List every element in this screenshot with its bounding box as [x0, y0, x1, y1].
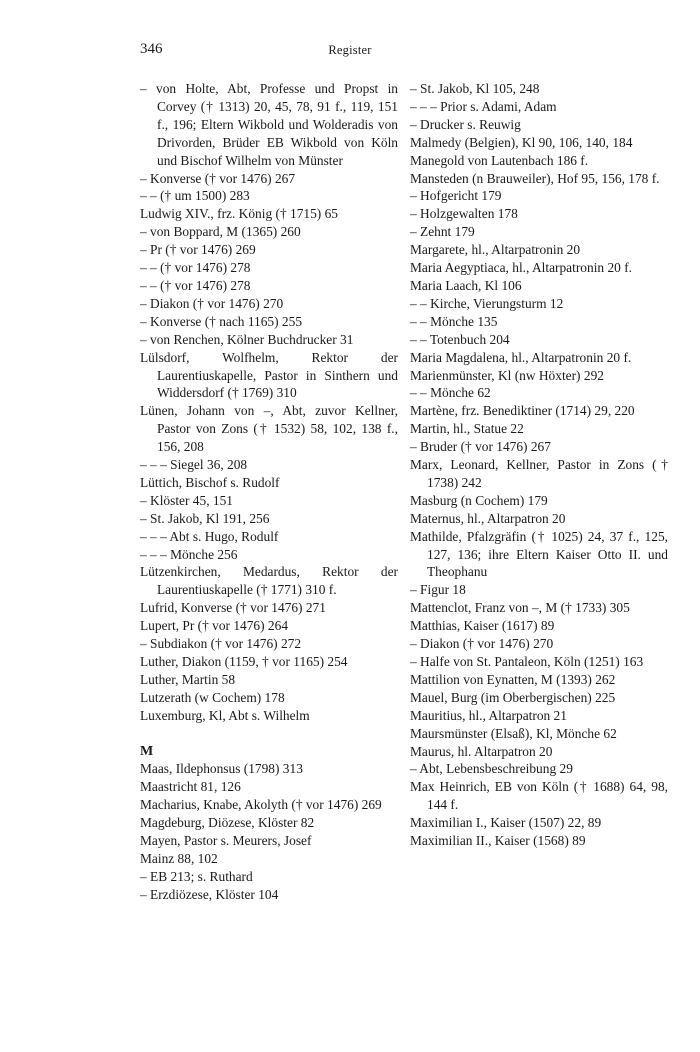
index-entry: – Holzgewalten 178	[410, 206, 518, 222]
index-entry: Martène, frz. Benediktiner (1714) 29, 220	[410, 403, 635, 419]
index-entry: Lünen, Johann von –, Abt, zuvor Kellner, Pastor von Zons († 1532) 58, 102, 138 f., 156, 208	[140, 403, 398, 455]
index-entry: Luther, Diakon (1159, † vor 1165) 254	[140, 654, 348, 669]
index-entry: Luxemburg, Kl, Abt s. Wilhelm	[140, 707, 310, 723]
index-entry: Lupert, Pr († vor 1476) 264	[140, 618, 289, 634]
index-entry: Maximilian I., Kaiser (1507) 22, 89	[410, 815, 602, 831]
index-entry: – Konverse († nach 1165) 255	[140, 313, 303, 329]
index-entry: – – Mönche 62	[410, 385, 491, 401]
left-entries-m	[140, 760, 398, 903]
index-entry: – St. Jakob, Kl 105, 248	[410, 81, 540, 96]
index-entry: Luther, Martin 58	[140, 671, 236, 687]
index-entry: – – – Siegel 36, 208	[140, 457, 248, 473]
page-number: 346	[140, 41, 163, 57]
index-entry: Mattilion von Eynatten, M (1393) 262	[410, 671, 616, 687]
index-entry: Mainz 88, 102	[140, 850, 218, 866]
index-entry: Mattenclot, Franz von –, M († 1733) 305	[410, 600, 630, 616]
page-header	[0, 41, 700, 65]
index-entry: – Figur 18	[410, 582, 466, 598]
right-column	[410, 80, 668, 850]
index-entry: Lützenkirchen, Medardus, Rektor der Laurentiuskapelle († 1771) 310 f.	[140, 564, 398, 598]
index-entry: – Subdiakon († vor 1476) 272	[140, 636, 302, 652]
index-entry: Matthias, Kaiser (1617) 89	[410, 618, 555, 634]
index-entry: Marx, Leonard, Kellner, Pastor in Zons († 1738) 242	[410, 457, 668, 490]
index-entry: – von Boppard, M (1365) 260	[140, 224, 301, 240]
index-entry: Margarete, hl., Altarpatronin 20	[410, 242, 581, 258]
index-entry: Malmedy (Belgien), Kl 90, 106, 140, 184	[410, 134, 633, 150]
index-entry: – – Mönche 135	[410, 313, 498, 329]
index-entry: – St. Jakob, Kl 191, 256	[140, 510, 270, 526]
section-letter: M	[140, 743, 154, 759]
index-entry: – – – Mönche 256	[140, 546, 238, 562]
running-head: Register	[328, 43, 372, 57]
index-entry: – – († vor 1476) 278	[140, 277, 251, 293]
index-entry: Maria Aegyptiaca, hl., Altarpatronin 20 f.	[410, 260, 632, 276]
index-entry: – – Kirche, Vierungsturm 12	[410, 295, 564, 311]
index-entry: – – († vor 1476) 278	[140, 260, 251, 276]
index-entry: – von Renchen, Kölner Buchdrucker 31	[140, 331, 354, 347]
index-entry: Marienmünster, Kl (nw Höxter) 292	[410, 367, 604, 383]
index-entry: Mauritius, hl., Altarpatron 21	[410, 707, 567, 723]
index-entry: – Abt, Lebensbeschreibung 29	[410, 761, 573, 777]
left-column	[140, 80, 398, 904]
index-entry: Manegold von Lautenbach 186 f.	[410, 152, 589, 168]
index-entry: – Zehnt 179	[410, 224, 475, 240]
index-entry: Lutzerath (w Cochem) 178	[140, 689, 285, 705]
index-entry: Max Heinrich, EB von Köln († 1688) 64, 98, 144 f.	[410, 779, 668, 813]
index-entry: Maas, Ildephonsus (1798) 313	[140, 761, 303, 777]
index-entry: – EB 213; s. Ruthard	[140, 868, 253, 884]
index-entry: – Konverse († vor 1476) 267	[140, 170, 296, 186]
index-entry: – – Totenbuch 204	[410, 331, 510, 347]
index-entry: Maastricht 81, 126	[140, 779, 241, 795]
index-entry: Mayen, Pastor s. Meurers, Josef	[140, 833, 312, 849]
index-entry: – – – Prior s. Adami, Adam	[410, 98, 557, 114]
index-entry: Lülsdorf, Wolfhelm, Rektor der Laurentiuskapelle, Pastor in Sinthern und Widdersdorf († 1769) 310	[140, 349, 398, 401]
index-entry: Ludwig XIV., frz. König († 1715) 65	[140, 206, 338, 222]
index-entry: Lüttich, Bischof s. Rudolf	[140, 474, 280, 490]
index-entry: Magdeburg, Diözese, Klöster 82	[140, 815, 315, 831]
index-entry: – – († um 1500) 283	[140, 188, 250, 204]
right-entries	[410, 80, 668, 850]
index-entry: Mauel, Burg (im Oberbergischen) 225	[410, 689, 616, 705]
index-entry: – Hofgericht 179	[410, 188, 502, 204]
index-entry: – Pr († vor 1476) 269	[140, 242, 256, 258]
index-entry: – Diakon († vor 1476) 270	[140, 295, 284, 311]
index-entry: Masburg (n Cochem) 179	[410, 492, 548, 508]
index-entry: – Diakon († vor 1476) 270	[410, 636, 554, 652]
index-entry: Maternus, hl., Altarpatron 20	[410, 510, 566, 526]
index-entry: Maria Laach, Kl 106	[410, 277, 522, 293]
index-entry: Martin, hl., Statue 22	[410, 421, 524, 437]
index-entry: – Drucker s. Reuwig	[410, 116, 521, 132]
index-entry: – Bruder († vor 1476) 267	[410, 439, 551, 455]
index-entry: Maria Magdalena, hl., Altarpatronin 20 f.	[410, 349, 632, 365]
index-entry: Maximilian II., Kaiser (1568) 89	[410, 833, 586, 849]
left-entries	[140, 80, 398, 725]
index-entry: Macharius, Knabe, Akolyth († vor 1476) 269	[140, 797, 382, 813]
index-entry: – Halfe von St. Pantaleon, Köln (1251) 163	[410, 654, 644, 669]
index-entry: Mathilde, Pfalzgräfin († 1025) 24, 37 f., 125, 127, 136; ihre Eltern Kaiser Otto II. und Theophanu	[410, 528, 668, 580]
index-entry: Lufrid, Konverse († vor 1476) 271	[140, 600, 326, 616]
index-entry: Mansteden (n Brauweiler), Hof 95, 156, 178 f.	[410, 170, 660, 186]
index-entry: – von Holte, Abt, Professe und Propst in Corvey († 1313) 20, 45, 78, 91 f., 119, 151 f., 196; Eltern Wikbold und Wolderadis von Drivorden, Brüder EB Wikbold von Köln und Bischof Wilhelm von Münster	[140, 81, 398, 168]
index-entry: Maurus, hl. Altarpatron 20	[410, 743, 553, 759]
index-entry: – Klöster 45, 151	[140, 492, 233, 508]
index-entry: – Erzdiözese, Klöster 104	[140, 886, 279, 902]
index-entry: Maursmünster (Elsaß), Kl, Mönche 62	[410, 725, 617, 741]
index-entry: – – – Abt s. Hugo, Rodulf	[140, 528, 279, 544]
